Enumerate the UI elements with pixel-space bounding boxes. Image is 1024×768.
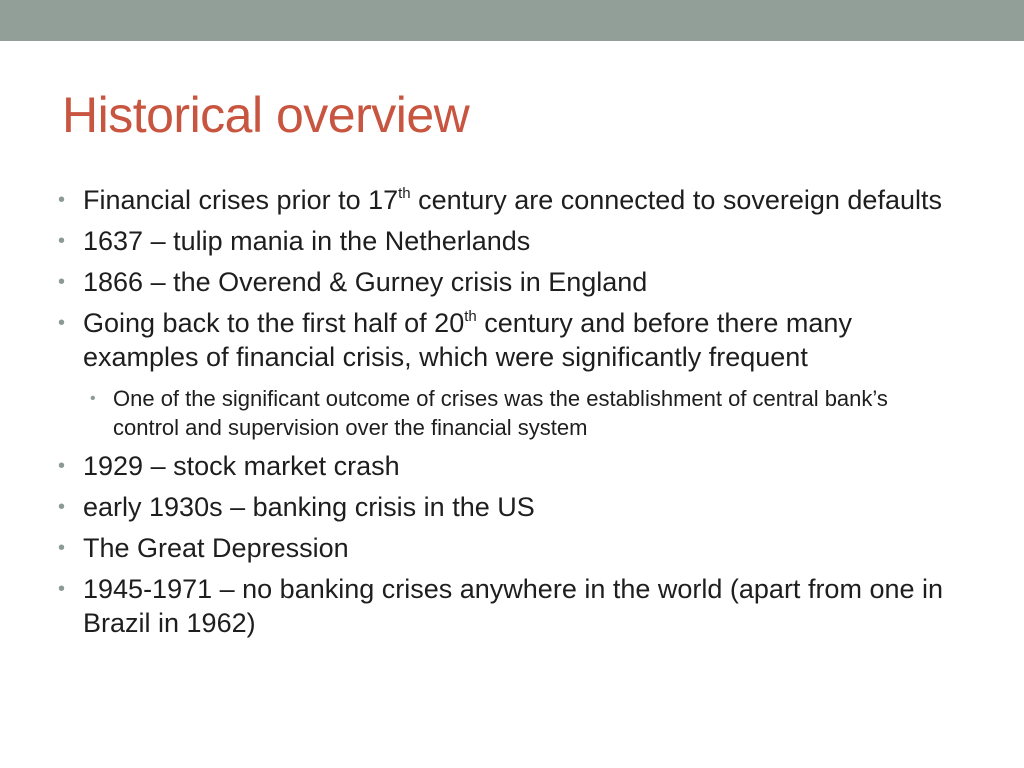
bullet-dot-icon: • bbox=[58, 271, 66, 293]
slide-content bbox=[58, 183, 958, 647]
bullet-dot-icon: • bbox=[58, 578, 66, 600]
bullet-dot-icon: • bbox=[58, 312, 66, 334]
bullet-dot-icon: • bbox=[58, 496, 66, 518]
bullet-text: 1637 – tulip mania in the Netherlands bbox=[83, 226, 531, 256]
bullet-item bbox=[58, 224, 958, 258]
bullet-item bbox=[58, 490, 958, 524]
bullet-text: 1929 – stock market crash bbox=[83, 451, 400, 481]
bullet-dot-icon: • bbox=[58, 230, 66, 252]
bullet-item bbox=[58, 183, 958, 217]
top-bar bbox=[0, 0, 1024, 41]
bullet-dot-icon: • bbox=[58, 455, 66, 477]
sub-bullet-text: One of the significant outcome of crises was the establishment of central bank’s control and supervision over the financial system bbox=[113, 386, 888, 440]
superscript: th bbox=[398, 185, 411, 202]
bullet-text: Financial crises prior to 17 bbox=[83, 185, 399, 215]
bullet-item bbox=[58, 449, 958, 483]
bullet-text: early 1930s – banking crisis in the US bbox=[83, 492, 535, 522]
slide-title: Historical overview bbox=[62, 87, 470, 143]
bullet-text: 1866 – the Overend & Gurney crisis in England bbox=[83, 267, 648, 297]
bullet-text: The Great Depression bbox=[83, 533, 349, 563]
bullet-text: century and before there many examples of financial crisis, which were significantly frequent bbox=[83, 308, 852, 372]
bullet-item bbox=[58, 306, 958, 442]
bullet-list bbox=[58, 183, 958, 640]
bullet-item bbox=[58, 572, 958, 640]
bullet-item bbox=[58, 265, 958, 299]
superscript: th bbox=[464, 308, 477, 325]
bullet-dot-icon: • bbox=[90, 390, 96, 407]
bullet-text: century are connected to sovereign defaults bbox=[410, 185, 942, 215]
bullet-item bbox=[58, 531, 958, 565]
bullet-dot-icon: • bbox=[58, 537, 66, 559]
bullet-text: 1945-1971 – no banking crises anywhere in the world (apart from one in Brazil in 1962) bbox=[83, 574, 944, 638]
sub-bullet-list bbox=[83, 384, 958, 442]
sub-bullet-item bbox=[83, 384, 958, 442]
bullet-dot-icon: • bbox=[58, 189, 66, 211]
bullet-text: Going back to the first half of 20 bbox=[83, 308, 465, 338]
